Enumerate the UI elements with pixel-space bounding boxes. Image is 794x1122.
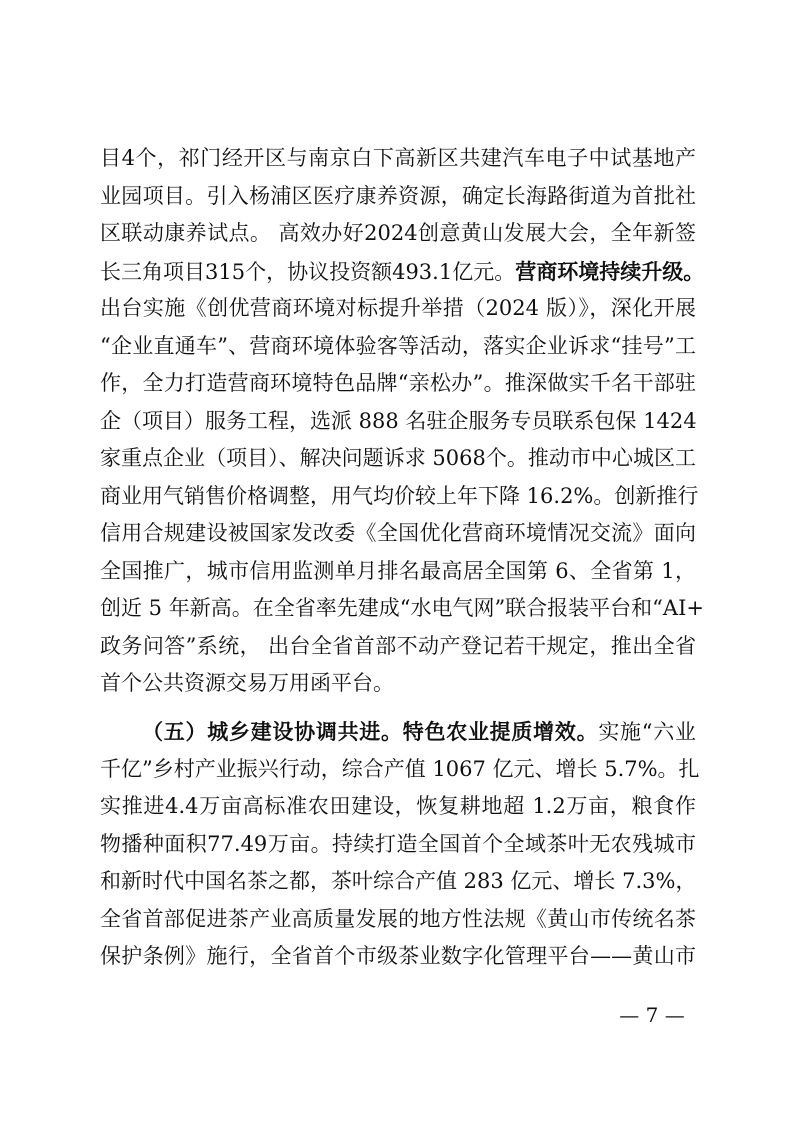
text-line: 目4个，祁门经开区与南京白下高新区共建汽车电子中试基地产 <box>100 146 696 170</box>
text-segment: 实施“六业 <box>598 720 696 744</box>
text-line: 创近 5 年新高。在全省率先建成“水电气网”联合报装平台和“AI+ <box>100 596 704 620</box>
text-line: 全国推广，城市信用监测单月排名最高居全国第 6、全省第 1， <box>100 558 696 583</box>
text-line: 物播种面积77.49万亩。持续打造全国首个全域茶叶无农残城市 <box>100 831 696 856</box>
text-line: 保护条例》施行，全省首个市级茶业数字化管理平台——黄山市 <box>100 944 696 968</box>
text-line: 出台实施《创优营商环境对标提升举措（2024 版）》，深化开展 <box>100 296 696 320</box>
text-segment: 长三角项目315个，协议投资额493.1亿元。 <box>100 259 516 284</box>
text-line: 首个公共资源交易万用函平台。 <box>100 671 394 695</box>
text-line: 信用合规建设被国家发改委《全国优化营商环境情况交流》面向 <box>100 521 696 545</box>
paragraph-urban-rural <box>100 713 700 976</box>
text-line: 区联动康养试点。 高效办好2024创意黄山发展大会，全年新签 <box>100 221 696 245</box>
text-line <box>100 713 696 751</box>
text-line: 千亿”乡村产业振兴行动，综合产值 1067 亿元、增长 5.7%。扎 <box>100 756 700 781</box>
paragraph-business-environment <box>100 140 705 703</box>
text-line <box>100 253 705 291</box>
section-heading: （五）城乡建设协调共进。特色农业提质增效。 <box>142 719 599 744</box>
text-line: 家重点企业（项目）、解决问题诉求 5068个。推动市中心城区工 <box>100 446 696 470</box>
text-line: 政务问答”系统， 出台全省首部不动产登记若干规定，推出全省 <box>100 633 696 658</box>
text-line: 商业用气销售价格调整，用气均价较上年下降 16.2%。创新推行 <box>100 483 699 508</box>
text-line: 全省首部促进茶产业高质量发展的地方性法规《黄山市传统名茶 <box>100 906 696 931</box>
text-line: 业园项目。引入杨浦区医疗康养资源，确定长海路街道为首批社 <box>100 183 696 208</box>
text-line: 作，全力打造营商环境特色品牌“亲松办”。推深做实千名干部驻 <box>100 371 696 395</box>
text-line: 实推进4.4万亩高标准农田建设，恢复耕地超 1.2万亩，粮食作 <box>100 794 696 818</box>
page-number: — 7 — <box>619 1003 685 1027</box>
text-line: 企（项目）服务工程，选派 888 名驻企服务专员联系包保 1424 <box>100 408 697 433</box>
bold-subheading: 营商环境持续升级。 <box>515 258 705 284</box>
text-line: “企业直通车”、营商环境体验客等活动，落实企业诉求“挂号”工 <box>100 333 696 358</box>
text-line: 和新时代中国名茶之都，茶叶综合产值 283 亿元、增长 7.3%， <box>100 869 697 893</box>
